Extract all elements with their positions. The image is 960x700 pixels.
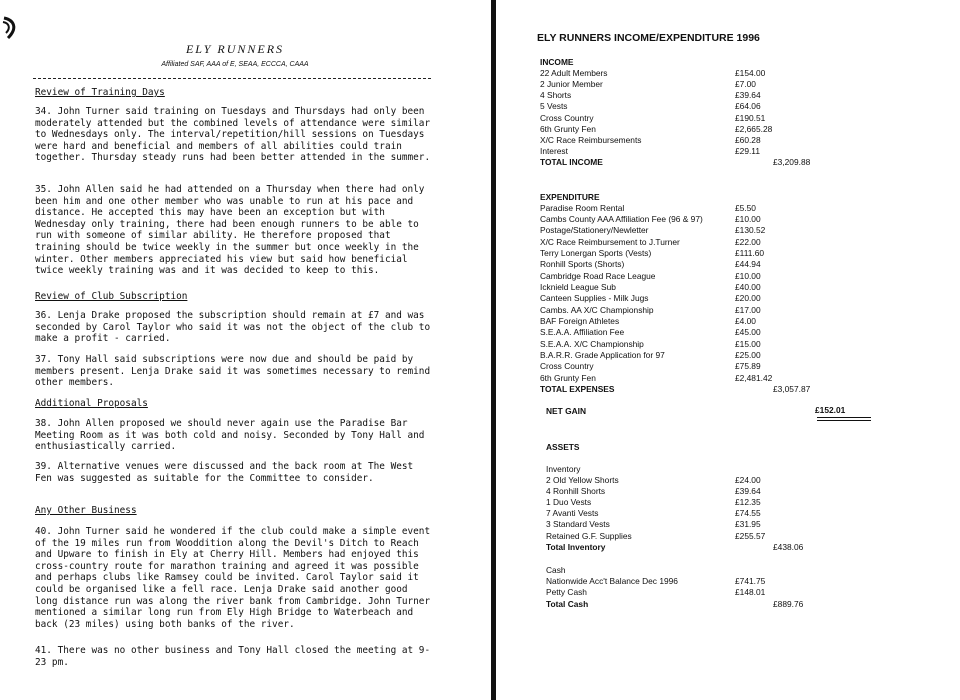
minute-paragraph: 36. Lenja Drake proposed the subscription should remain at £7 and was seconded by Carol Taylor who said it was not the object of the club to make a profit - carried. <box>35 310 431 345</box>
income-item-label: 22 Adult Members <box>540 68 608 78</box>
income-item-label: 5 Vests <box>540 101 568 111</box>
assets-heading: ASSETS <box>546 442 580 452</box>
cash-item-amount: £741.75 <box>735 576 766 586</box>
income-item-amount: £7.00 <box>735 79 756 89</box>
expense-item-label: Postage/Stationery/Newletter <box>540 225 649 235</box>
affiliation-line: Affiliated SAF, AAA of E, SEAA, ECCCA, CAAA <box>161 61 309 68</box>
inventory-item-label: 7 Avanti Vests <box>546 508 599 518</box>
inventory-item-label: 4 Ronhill Shorts <box>546 486 606 496</box>
expense-item-label: Ronhill Sports (Shorts) <box>540 259 625 269</box>
expenses-total-amount: £3,057.87 <box>773 384 811 394</box>
expense-item-amount: £10.00 <box>735 271 761 281</box>
inventory-item-label: Retained G.F. Supplies <box>546 531 632 541</box>
expense-item-amount: £22.00 <box>735 237 761 247</box>
expense-item-amount: £15.00 <box>735 339 761 349</box>
inventory-item-amount: £39.64 <box>735 486 761 496</box>
expense-item-label: S.E.A.A. Affiliation Fee <box>540 327 625 337</box>
cash-heading: Cash <box>546 565 566 575</box>
expense-item-label: Terry Lonergan Sports (Vests) <box>540 248 652 258</box>
net-gain-label: NET GAIN <box>546 406 587 416</box>
expense-item-amount: £17.00 <box>735 305 761 315</box>
expense-item-label: Cross Country <box>540 361 594 371</box>
inventory-item-label: 3 Standard Vests <box>546 519 610 529</box>
section-heading: Review of Training Days <box>35 87 165 98</box>
minute-paragraph: 40. John Turner said he wondered if the club could make a simple event of the 19 miles run from Wooddition along the Devil's Ditch to Reach and Upware to finish in Ely at Cherry Hill. Members had enjoyed this cross-country route for marathon training and agreed it was possible and perhaps clubs like Ramsey could be invited. Carol Taylor said it could be organised like a fell race. Lenja Drake said another good long distance run was along the river bank from Cambridge. John Turner mentioned a similar long run from Ely High Bridge to Waterbeach and back (23 miles) using both banks of the river. <box>35 526 431 630</box>
expense-item-amount: £111.60 <box>735 248 765 258</box>
accounts-title: ELY RUNNERS INCOME/EXPENDITURE 1996 <box>537 32 760 44</box>
income-item-amount: £2,665.28 <box>735 124 773 134</box>
minute-paragraph: 38. John Allen proposed we should never again use the Paradise Bar Meeting Room as it was both cold and noisy. Seconded by Tony Hall and enthusiastically carried. <box>35 418 425 453</box>
income-item-label: X/C Race Reimbursements <box>540 135 642 145</box>
cash-item-label: Nationwide Acc't Balance Dec 1996 <box>546 576 678 586</box>
expense-item-label: 6th Grunty Fen <box>540 373 596 383</box>
expense-item-amount: £130.52 <box>735 225 766 235</box>
income-item-amount: £190.51 <box>735 113 766 123</box>
income-total-label: TOTAL INCOME <box>540 157 603 167</box>
inventory-item-label: 2 Old Yellow Shorts <box>546 475 619 485</box>
inventory-item-label: 1 Duo Vests <box>546 497 592 507</box>
minute-paragraph: 39. Alternative venues were discussed and the back room at The West Fen was suggested as suitable for the Committee to consider. <box>35 461 414 484</box>
expense-item-amount: £40.00 <box>735 282 761 292</box>
inventory-item-amount: £31.95 <box>735 519 761 529</box>
double-underline <box>817 420 871 421</box>
expense-item-label: Cambs. AA X/C Championship <box>540 305 654 315</box>
section-heading: Additional Proposals <box>35 398 148 409</box>
expenditure-heading: EXPENDITURE <box>540 192 600 202</box>
club-title: ELY RUNNERS <box>185 42 285 56</box>
income-item-label: Interest <box>540 146 568 156</box>
inventory-heading: Inventory <box>546 464 581 474</box>
cash-item-label: Petty Cash <box>546 587 587 597</box>
income-item-amount: £64.06 <box>735 101 761 111</box>
inventory-item-amount: £24.00 <box>735 475 761 485</box>
expense-item-label: B.A.R.R. Grade Application for 97 <box>540 350 665 360</box>
net-gain-amount: £152.01 <box>815 405 846 415</box>
expense-item-amount: £4.00 <box>735 316 756 326</box>
expense-item-label: BAF Foreign Athletes <box>540 316 620 326</box>
expense-item-amount: £45.00 <box>735 327 761 337</box>
expense-item-label: Icknield League Sub <box>540 282 616 292</box>
expense-item-amount: £2,481.42 <box>735 373 773 383</box>
expense-item-amount: £25.00 <box>735 350 761 360</box>
minute-paragraph: 35. John Allen said he had attended on a Thursday when there had only been him and one other member who was unable to run at his pace and distance. He accepted this may have been an exception but with Wednesday only training, there had been enough runners to be able to run with someone of similar ability. He therefore proposed that training should be twice weekly in the summer but once weekly in the winter. Other members appreciated his view but said how beneficial twice weekly training was and it was decided to keep to this. <box>35 184 425 277</box>
expenses-total-label: TOTAL EXPENSES <box>540 384 615 394</box>
minute-paragraph: 41. There was no other business and Tony Hall closed the meeting at 9-23 pm. <box>35 645 431 668</box>
expense-item-amount: £10.00 <box>735 214 761 224</box>
minute-paragraph: 37. Tony Hall said subscriptions were now due and should be paid by members present. Lenja Drake said it was sometimes necessary to remind other members. <box>35 354 431 389</box>
cash-total-amount: £889.76 <box>773 599 804 609</box>
section-heading: Review of Club Subscription <box>35 291 188 302</box>
expense-item-label: X/C Race Reimbursement to J.Turner <box>540 237 680 247</box>
inventory-item-amount: £74.55 <box>735 508 761 518</box>
expense-item-amount: £5.50 <box>735 203 756 213</box>
income-heading: INCOME <box>540 57 574 67</box>
inventory-total-amount: £438.06 <box>773 542 804 552</box>
inventory-item-amount: £12.35 <box>735 497 761 507</box>
inventory-item-amount: £255.57 <box>735 531 766 541</box>
double-underline <box>817 417 871 418</box>
income-item-label: 4 Shorts <box>540 90 572 100</box>
expense-item-label: Paradise Room Rental <box>540 203 625 213</box>
binder-clip-mark-icon <box>0 14 22 40</box>
inventory-total-label: Total Inventory <box>546 542 606 552</box>
dashed-divider <box>33 78 431 79</box>
income-item-amount: £29.11 <box>735 146 760 156</box>
expense-item-label: Canteen Supplies - Milk Jugs <box>540 293 649 303</box>
section-heading: Any Other Business <box>35 505 137 516</box>
accounts-page <box>500 0 960 700</box>
income-item-amount: £60.28 <box>735 135 761 145</box>
income-item-label: Cross Country <box>540 113 594 123</box>
expense-item-amount: £20.00 <box>735 293 761 303</box>
income-item-amount: £154.00 <box>735 68 766 78</box>
income-total-amount: £3,209.88 <box>773 157 811 167</box>
expense-item-amount: £75.89 <box>735 361 761 371</box>
expense-item-label: S.E.A.A. X/C Championship <box>540 339 644 349</box>
minute-paragraph: 34. John Turner said training on Tuesdays and Thursdays had only been moderately attended but the combined levels of attendance were similar to Wednesdays only. The interval/repetition/hill sessions on Tuesdays were hard and beneficial and members of all abilities could train together. Thursday steady runs had been better attended in the summer. <box>35 106 431 164</box>
income-item-label: 2 Junior Member <box>540 79 603 89</box>
expense-item-label: Cambs County AAA Affiliation Fee (96 & 97) <box>540 214 703 224</box>
expense-item-amount: £44.94 <box>735 259 761 269</box>
cash-item-amount: £148.01 <box>735 587 766 597</box>
cash-total-label: Total Cash <box>546 599 589 609</box>
income-item-amount: £39.64 <box>735 90 761 100</box>
income-item-label: 6th Grunty Fen <box>540 124 596 134</box>
expense-item-label: Cambridge Road Race League <box>540 271 656 281</box>
page-gutter <box>491 0 496 700</box>
